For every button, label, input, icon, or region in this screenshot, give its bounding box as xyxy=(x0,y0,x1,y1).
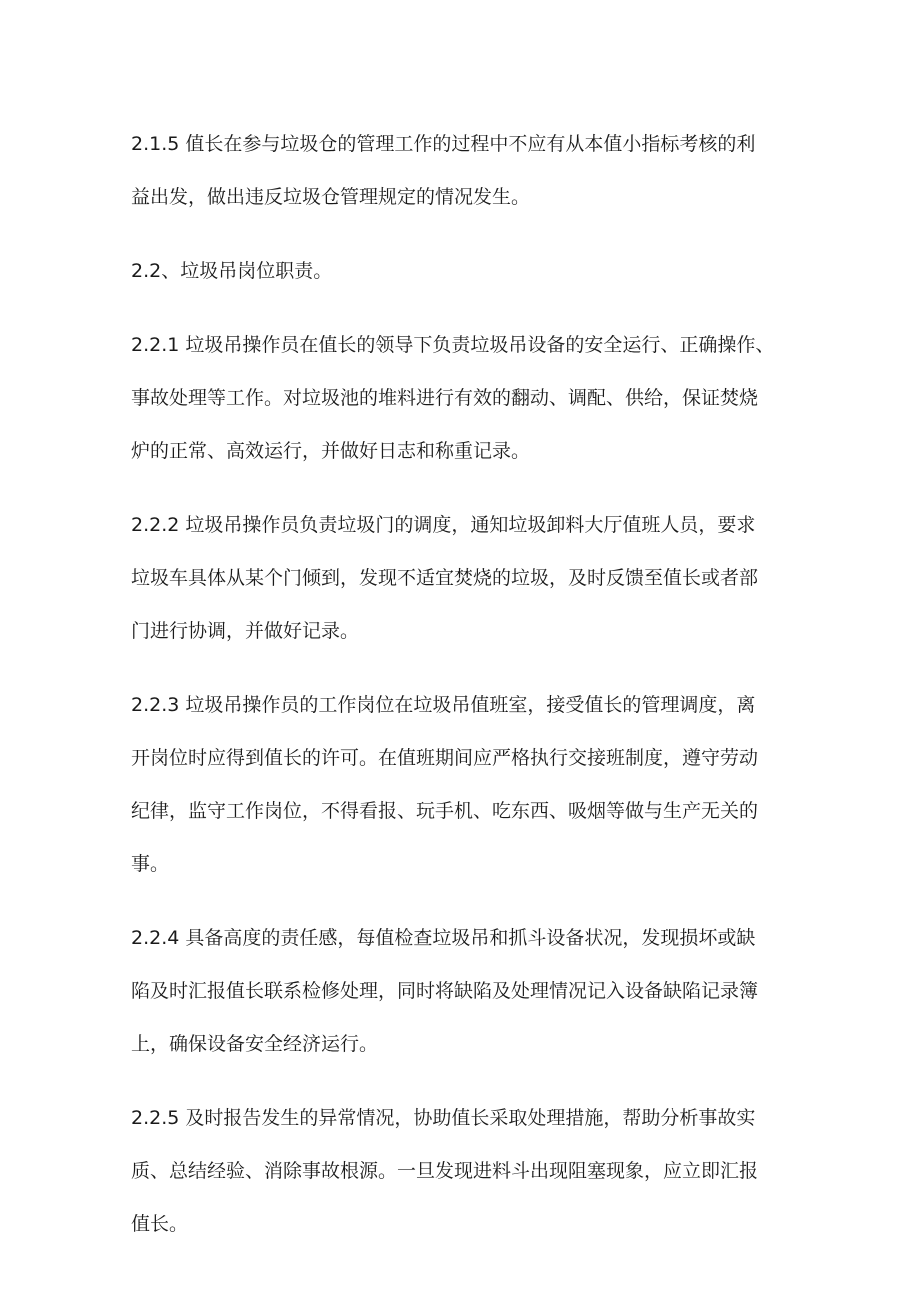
paragraph-2-1-5 xyxy=(131,118,801,224)
text-line: 质、总结经验、消除事故根源。一旦发现进料斗出现阻塞现象，应立即汇报 xyxy=(131,1160,759,1182)
text-line: 陷及时汇报值长联系检修处理，同时将缺陷及处理情况记入设备缺陷记录簿 xyxy=(131,980,759,1002)
text-line: 2.2.4 具备高度的责任感，每值检查垃圾吊和抓斗设备状况，发现损坏或缺 xyxy=(131,927,756,949)
text-line: 事故处理等工作。对垃圾池的堆料进行有效的翻动、调配、供给，保证焚烧 xyxy=(131,387,759,409)
text-line: 益出发，做出违反垃圾仓管理规定的情况发生。 xyxy=(131,186,531,208)
paragraph-2-2-2 xyxy=(131,499,801,658)
text-line: 2.2.5 及时报告发生的异常情况，协助值长采取处理措施，帮助分析事故实 xyxy=(131,1107,756,1129)
text-line: 事。 xyxy=(131,853,170,875)
paragraph-2-2-3 xyxy=(131,679,801,891)
section-heading-2-2 xyxy=(131,245,801,298)
text-line: 2.2.2 垃圾吊操作员负责垃圾门的调度，通知垃圾卸料大厅值班人员，要求 xyxy=(131,514,756,536)
text-line: 2.2.1 垃圾吊操作员在值长的领导下负责垃圾吊设备的安全运行、正确操作、 xyxy=(131,334,775,356)
text-line: 炉的正常、高效运行，并做好日志和称重记录。 xyxy=(131,440,531,462)
paragraph-2-2-5 xyxy=(131,1092,801,1251)
paragraph-2-2-4 xyxy=(131,912,801,1071)
text-line: 值长。 xyxy=(131,1213,189,1235)
text-line: 2.2.3 垃圾吊操作员的工作岗位在垃圾吊值班室，接受值长的管理调度，离 xyxy=(131,694,756,716)
heading-line: 2.2、垃圾吊岗位职责。 xyxy=(131,260,333,282)
text-line: 纪律，监守工作岗位，不得看报、玩手机、吃东西、吸烟等做与生产无关的 xyxy=(131,800,759,822)
text-line: 2.1.5 值长在参与垃圾仓的管理工作的过程中不应有从本值小指标考核的利 xyxy=(131,133,756,155)
paragraph-2-2-1 xyxy=(131,319,801,478)
text-line: 垃圾车具体从某个门倾到，发现不适宜焚烧的垃圾，及时反馈至值长或者部 xyxy=(131,567,759,589)
text-line: 门进行协调，并做好记录。 xyxy=(131,620,360,642)
document-body xyxy=(131,118,801,1251)
text-line: 开岗位时应得到值长的许可。在值班期间应严格执行交接班制度，遵守劳动 xyxy=(131,747,759,769)
text-line: 上，确保设备安全经济运行。 xyxy=(131,1033,379,1055)
